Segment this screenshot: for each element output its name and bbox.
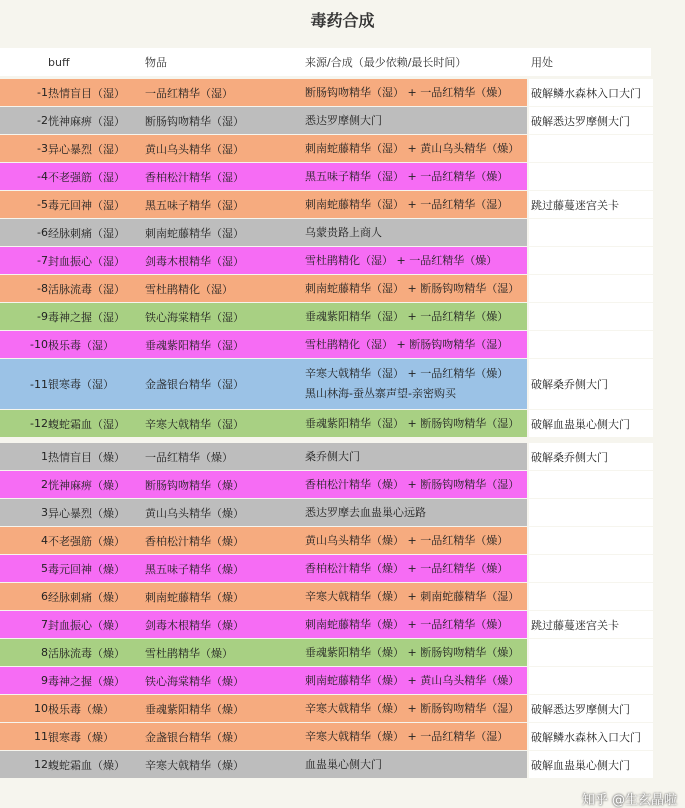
item-cell: 辛寒大戟精华（湿） — [145, 417, 244, 431]
item-cell: 香柏松汁精华（湿） — [145, 170, 244, 184]
table-row — [0, 135, 685, 162]
use-cell — [529, 135, 653, 162]
header-use: 用处 — [531, 56, 553, 69]
source-cell — [303, 555, 527, 582]
source-line: 悉达罗摩去血蛊巢心远路 — [305, 505, 426, 519]
use-cell — [529, 639, 653, 666]
use-cell — [529, 499, 653, 526]
source-cell — [303, 135, 527, 162]
header-source: 来源/合成（最少依赖/最长时间） — [305, 56, 467, 69]
use-cell: 破解桑乔侧大门 — [529, 359, 653, 409]
item-cell: 金盏银台精华（燥） — [145, 730, 244, 744]
buff-cell: 毒元回神（燥） — [48, 562, 125, 576]
table-row — [0, 163, 685, 190]
item-cell: 金盏银台精华（湿） — [145, 378, 244, 391]
source-cell — [303, 191, 527, 218]
use-cell: 跳过藤蔓迷宫关卡 — [529, 611, 653, 638]
row-number: 11 — [34, 730, 48, 743]
item-cell: 一品红精华（湿） — [145, 86, 233, 100]
page-title: 毒药合成 — [310, 11, 375, 30]
table-row — [0, 107, 685, 134]
table-row — [0, 275, 685, 302]
use-cell: 破解悉达罗摩侧大门 — [529, 107, 653, 134]
table-row — [0, 79, 685, 106]
source-line: 刺南蛇藤精华（燥） + 黄山乌头精华（燥） — [305, 673, 520, 687]
buff-cell: 封血振心（湿） — [48, 254, 125, 268]
row-number: -3 — [37, 142, 48, 155]
table-row — [0, 695, 685, 722]
row-number: 8 — [41, 646, 48, 659]
buff-cell: 毒神之握（湿） — [48, 310, 125, 324]
source-line: 辛寒大戟精华（燥） + 一品红精华（湿） — [305, 729, 509, 743]
table-row — [0, 499, 685, 526]
item-cell: 刺南蛇藤精华（湿） — [145, 226, 244, 240]
item-cell: 香柏松汁精华（燥） — [145, 534, 244, 548]
source-line: 垂魂紫阳精华（湿） + 断肠钩吻精华（湿） — [305, 416, 520, 430]
use-cell: 破解桑乔侧大门 — [529, 443, 653, 470]
source-cell — [303, 751, 527, 778]
source-line: 刺南蛇藤精华（湿） + 一品红精华（湿） — [305, 197, 509, 211]
source-cell — [303, 359, 527, 409]
table-row — [0, 555, 685, 582]
item-cell: 雪杜鹃精化（湿） — [145, 282, 233, 296]
item-cell: 铁心海棠精华（燥） — [145, 674, 244, 688]
table-row — [0, 527, 685, 554]
table-row — [0, 751, 685, 778]
source-cell — [303, 583, 527, 610]
use-cell — [529, 667, 653, 694]
row-number: 7 — [41, 618, 48, 631]
use-cell — [529, 555, 653, 582]
source-cell — [303, 639, 527, 666]
source-line: 刺南蛇藤精华（燥） + 一品红精华（燥） — [305, 617, 509, 631]
item-cell: 黄山乌头精华（湿） — [145, 142, 244, 156]
buff-cell: 毒元回神（湿） — [48, 198, 125, 212]
source-cell — [303, 303, 527, 330]
use-cell — [529, 275, 653, 302]
use-cell — [529, 219, 653, 246]
use-cell — [529, 163, 653, 190]
row-number: -6 — [37, 226, 48, 239]
row-number: -4 — [37, 170, 48, 183]
table-row — [0, 359, 685, 409]
source-line: 桑乔侧大门 — [305, 449, 360, 463]
source-cell — [303, 443, 527, 470]
buff-cell: 活脉流毒（燥） — [48, 646, 125, 660]
source-line: 辛寒大戟精华（燥） + 刺南蛇藤精华（湿） — [305, 589, 520, 603]
buff-cell: 异心暴烈（湿） — [48, 142, 125, 156]
source-cell — [303, 723, 527, 750]
row-number: 12 — [34, 758, 48, 771]
table-row — [0, 667, 685, 694]
row-number: -12 — [30, 417, 48, 430]
use-cell: 破解血蛊巢心侧大门 — [529, 410, 653, 437]
item-cell: 断肠钩吻精华（燥） — [145, 478, 244, 492]
table-row — [0, 303, 685, 330]
buff-cell: 活脉流毒（湿） — [48, 282, 125, 296]
table-row — [0, 443, 685, 470]
source-cell — [303, 275, 527, 302]
poison-table — [0, 79, 685, 779]
row-number: 1 — [41, 450, 48, 463]
source-line: 血蛊巢心侧大门 — [305, 757, 382, 771]
header-item: 物品 — [145, 56, 167, 69]
use-cell — [529, 583, 653, 610]
header-buff: buff — [48, 55, 70, 69]
buff-cell: 异心暴烈（燥） — [48, 506, 125, 520]
source-cell — [303, 471, 527, 498]
source-cell — [303, 410, 527, 437]
row-number: -7 — [37, 254, 48, 267]
source-line: 断肠钩吻精华（湿） + 一品红精华（燥） — [305, 85, 509, 99]
source-cell — [303, 247, 527, 274]
item-cell: 剑毒木根精华（燥） — [145, 618, 244, 632]
table-row — [0, 611, 685, 638]
row-number: 4 — [41, 534, 48, 547]
item-cell: 辛寒大戟精华（燥） — [145, 758, 244, 772]
row-number: -9 — [37, 310, 48, 323]
item-cell: 黑五味子精华（燥） — [145, 562, 244, 576]
buff-cell: 恍神麻痹（燥） — [48, 478, 125, 492]
buff-cell: 不老强筋（湿） — [48, 170, 125, 184]
use-cell: 破解悉达罗摩侧大门 — [529, 695, 653, 722]
use-cell: 破解血蛊巢心侧大门 — [529, 751, 653, 778]
row-number: -1 — [37, 86, 48, 99]
buff-cell: 经脉刺痛（湿） — [48, 226, 125, 240]
source-line: 黄山乌头精华（燥） + 一品红精华（燥） — [305, 533, 509, 547]
source-cell — [303, 163, 527, 190]
buff-cell: 毒神之握（燥） — [48, 674, 125, 688]
source-cell — [303, 331, 527, 358]
row-number: 9 — [41, 674, 48, 687]
source-line: 辛寒大戟精华（湿） + 一品红精华（燥） — [305, 367, 509, 380]
row-number: 5 — [41, 562, 48, 575]
source-line: 辛寒大戟精华（燥） + 断肠钩吻精华（湿） — [305, 701, 520, 715]
source-line: 雪杜鹃精化（湿） + 一品红精华（燥） — [305, 253, 498, 267]
source-cell — [303, 499, 527, 526]
buff-cell: 热情盲目（燥） — [48, 450, 125, 464]
buff-cell: 热情盲目（湿） — [48, 86, 125, 100]
use-cell — [529, 331, 653, 358]
item-cell: 黑五味子精华（湿） — [145, 198, 244, 212]
row-number: 3 — [41, 506, 48, 519]
row-number: -11 — [30, 377, 48, 391]
row-number: 2 — [41, 478, 48, 491]
table-row — [0, 583, 685, 610]
use-cell — [529, 303, 653, 330]
source-line: 垂魂紫阳精华（燥） + 断肠钩吻精华（燥） — [305, 645, 520, 659]
table-row — [0, 471, 685, 498]
item-cell: 一品红精华（燥） — [145, 450, 233, 464]
row-number: 6 — [41, 590, 48, 603]
item-cell: 断肠钩吻精华（湿） — [145, 114, 244, 128]
table-header — [0, 48, 651, 76]
table-row — [0, 219, 685, 246]
source-cell — [303, 219, 527, 246]
source-cell — [303, 667, 527, 694]
use-cell: 破解鳞水森林入口大门 — [529, 723, 653, 750]
row-number: -2 — [37, 114, 48, 127]
table-row — [0, 410, 685, 437]
watermark: 知乎 @生玄晶啦 — [581, 793, 677, 808]
buff-cell: 蝮蛇霜血（燥） — [48, 758, 125, 772]
use-cell: 破解鳞水森林入口大门 — [529, 79, 653, 106]
source-line: 雪杜鹃精化（湿） + 断肠钩吻精华（湿） — [305, 337, 509, 351]
item-cell: 刺南蛇藤精华（燥） — [145, 590, 244, 604]
buff-cell: 恍神麻痹（湿） — [48, 114, 125, 128]
buff-cell: 蝮蛇霜血（湿） — [48, 417, 125, 431]
buff-cell: 不老强筋（燥） — [48, 534, 125, 548]
buff-cell: 银寒毒（燥） — [48, 730, 114, 744]
source-cell — [303, 107, 527, 134]
use-cell: 跳过藤蔓迷宫关卡 — [529, 191, 653, 218]
row-number: 10 — [34, 702, 48, 715]
source-line: 刺南蛇藤精华（湿） + 黄山乌头精华（燥） — [305, 141, 520, 155]
table-row — [0, 723, 685, 750]
table-row — [0, 639, 685, 666]
item-cell: 剑毒木根精华（湿） — [145, 254, 244, 268]
buff-cell: 银寒毒（湿） — [48, 378, 114, 391]
table-row — [0, 191, 685, 218]
row-number: -5 — [37, 198, 48, 211]
use-cell — [529, 471, 653, 498]
source-line: 垂魂紫阳精华（湿） + 一品红精华（燥） — [305, 309, 509, 323]
table-row — [0, 247, 685, 274]
buff-cell: 极乐毒（燥） — [48, 702, 114, 716]
source-line: 香柏松汁精华（燥） + 一品红精华（燥） — [305, 561, 509, 575]
source-line: 黑山林海-蚕丛寨声望-亲密购买 — [305, 387, 456, 400]
item-cell: 铁心海棠精华（湿） — [145, 310, 244, 324]
buff-cell: 封血振心（燥） — [48, 618, 125, 632]
item-cell: 垂魂紫阳精华（燥） — [145, 702, 244, 716]
buff-cell: 经脉刺痛（燥） — [48, 590, 125, 604]
source-line: 乌蒙贵路上商人 — [305, 225, 382, 239]
source-cell — [303, 695, 527, 722]
use-cell — [529, 527, 653, 554]
row-number: -10 — [30, 338, 48, 351]
source-line: 香柏松汁精华（燥） + 断肠钩吻精华（湿） — [305, 477, 520, 491]
table-row — [0, 331, 685, 358]
item-cell: 黄山乌头精华（燥） — [145, 506, 244, 520]
source-cell — [303, 527, 527, 554]
source-line: 悉达罗摩侧大门 — [305, 113, 382, 127]
item-cell: 垂魂紫阳精华（湿） — [145, 338, 244, 352]
row-number: -8 — [37, 282, 48, 295]
source-cell — [303, 79, 527, 106]
source-cell — [303, 611, 527, 638]
use-cell — [529, 247, 653, 274]
source-line: 黑五味子精华（湿） + 一品红精华（燥） — [305, 169, 509, 183]
buff-cell: 极乐毒（湿） — [48, 338, 114, 352]
item-cell: 雪杜鹃精华（燥） — [145, 646, 233, 660]
source-line: 刺南蛇藤精华（湿） + 断肠钩吻精华（湿） — [305, 281, 520, 295]
